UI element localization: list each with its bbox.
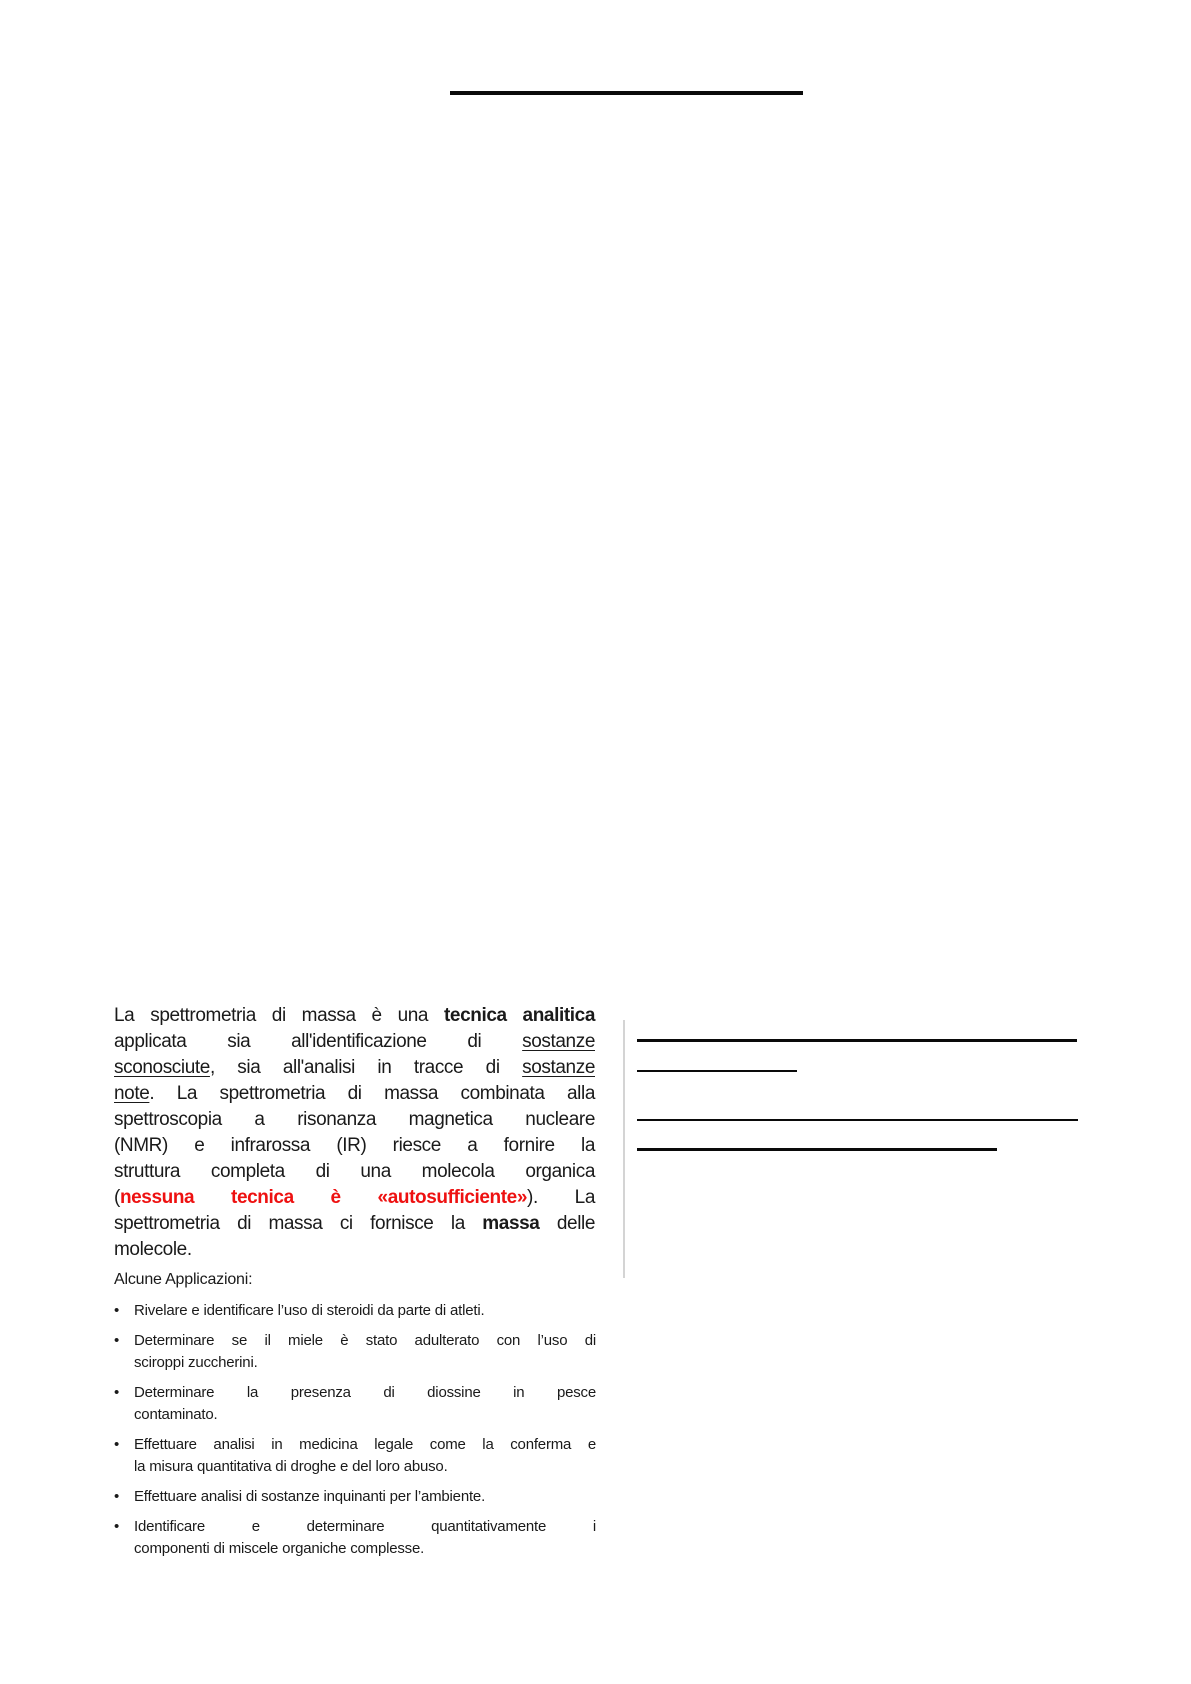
paragraph-line — [114, 1081, 595, 1107]
body-text: , sia all'analisi in tracce di — [209, 1057, 523, 1078]
list-item — [114, 1300, 596, 1322]
underlined-text: sconosciute — [114, 1057, 210, 1078]
body-text: La spettrometria di massa è una — [114, 1005, 444, 1026]
body-text: spettroscopia a risonanza magnetica nucleare — [114, 1109, 595, 1130]
paragraph-line — [114, 1133, 595, 1159]
underlined-text: sostanze — [522, 1057, 595, 1078]
paragraph-line — [114, 1237, 595, 1263]
list-item-line: la misura quantitativa di droghe e del loro abuso. — [134, 1458, 448, 1475]
bullet-icon: • — [114, 1518, 120, 1535]
list-item-line: Rivelare e identificare l’uso di steroidi da parte di atleti. — [134, 1302, 485, 1319]
bold-text: massa — [482, 1213, 540, 1234]
title-underline-rule — [450, 91, 803, 95]
list-item — [114, 1382, 596, 1426]
list-item-text — [134, 1434, 596, 1478]
body-text: molecole. — [114, 1239, 192, 1260]
body-text: delle — [539, 1213, 595, 1234]
bullet-icon: • — [114, 1436, 120, 1453]
bullet-icon: • — [114, 1332, 120, 1349]
list-item-text — [134, 1300, 596, 1322]
body-text: . La spettrometria di massa combinata alla — [149, 1083, 595, 1104]
list-item-line: Identificare e determinare quantitativamente i — [134, 1518, 596, 1535]
list-item-line: Determinare la presenza di diossine in pesce — [134, 1384, 596, 1401]
list-item-text — [134, 1382, 596, 1426]
bullet-icon: • — [114, 1302, 120, 1319]
paragraph-line — [114, 1185, 595, 1211]
list-item-text — [134, 1486, 596, 1508]
list-item — [114, 1516, 596, 1560]
intro-paragraph — [114, 1003, 595, 1263]
underlined-text: note — [114, 1083, 150, 1104]
list-item-line: componenti di miscele organiche complesse. — [134, 1540, 425, 1557]
list-item-line: Determinare se il miele è stato adulterato con l’uso di — [134, 1332, 596, 1349]
bold-text: tecnica analitica — [443, 1005, 595, 1026]
applications-heading: Alcune Applicazioni: — [114, 1271, 253, 1288]
list-item-text — [134, 1330, 596, 1374]
bullet-icon: • — [114, 1488, 120, 1505]
list-item-line: contaminato. — [134, 1406, 218, 1423]
applications-list — [114, 1300, 596, 1568]
body-text: spettrometria di massa ci fornisce la — [114, 1213, 483, 1234]
blank-underline-rule-4 — [637, 1148, 997, 1151]
paragraph-line — [114, 1003, 595, 1029]
body-text: ). La — [527, 1187, 595, 1208]
list-item-line: sciroppi zuccherini. — [134, 1354, 258, 1371]
highlighted-red-text: nessuna tecnica è «autosufficiente» — [119, 1187, 528, 1208]
paragraph-line — [114, 1029, 595, 1055]
list-item-line: Effettuare analisi di sostanze inquinanti per l’ambiente. — [134, 1488, 486, 1505]
paragraph-line — [114, 1107, 595, 1133]
list-item-text — [134, 1516, 596, 1560]
blank-underline-rule-1 — [637, 1039, 1077, 1042]
column-divider-line — [623, 1020, 625, 1278]
list-item — [114, 1434, 596, 1478]
blank-underline-rule-3 — [637, 1119, 1078, 1121]
paragraph-line — [114, 1159, 595, 1185]
list-item — [114, 1330, 596, 1374]
body-text: applicata sia all'identificazione di — [114, 1031, 523, 1052]
list-item-line: Effettuare analisi in medicina legale come la conferma e — [134, 1436, 596, 1453]
list-item — [114, 1486, 596, 1508]
body-text: ( — [114, 1187, 120, 1208]
blank-underline-rule-2 — [637, 1070, 797, 1072]
bullet-icon: • — [114, 1384, 120, 1401]
body-text: (NMR) e infrarossa (IR) riesce a fornire la — [114, 1135, 595, 1156]
paragraph-line — [114, 1211, 595, 1237]
underlined-text: sostanze — [522, 1031, 595, 1052]
paragraph-line — [114, 1055, 595, 1081]
body-text: struttura completa di una molecola organica — [114, 1161, 595, 1182]
